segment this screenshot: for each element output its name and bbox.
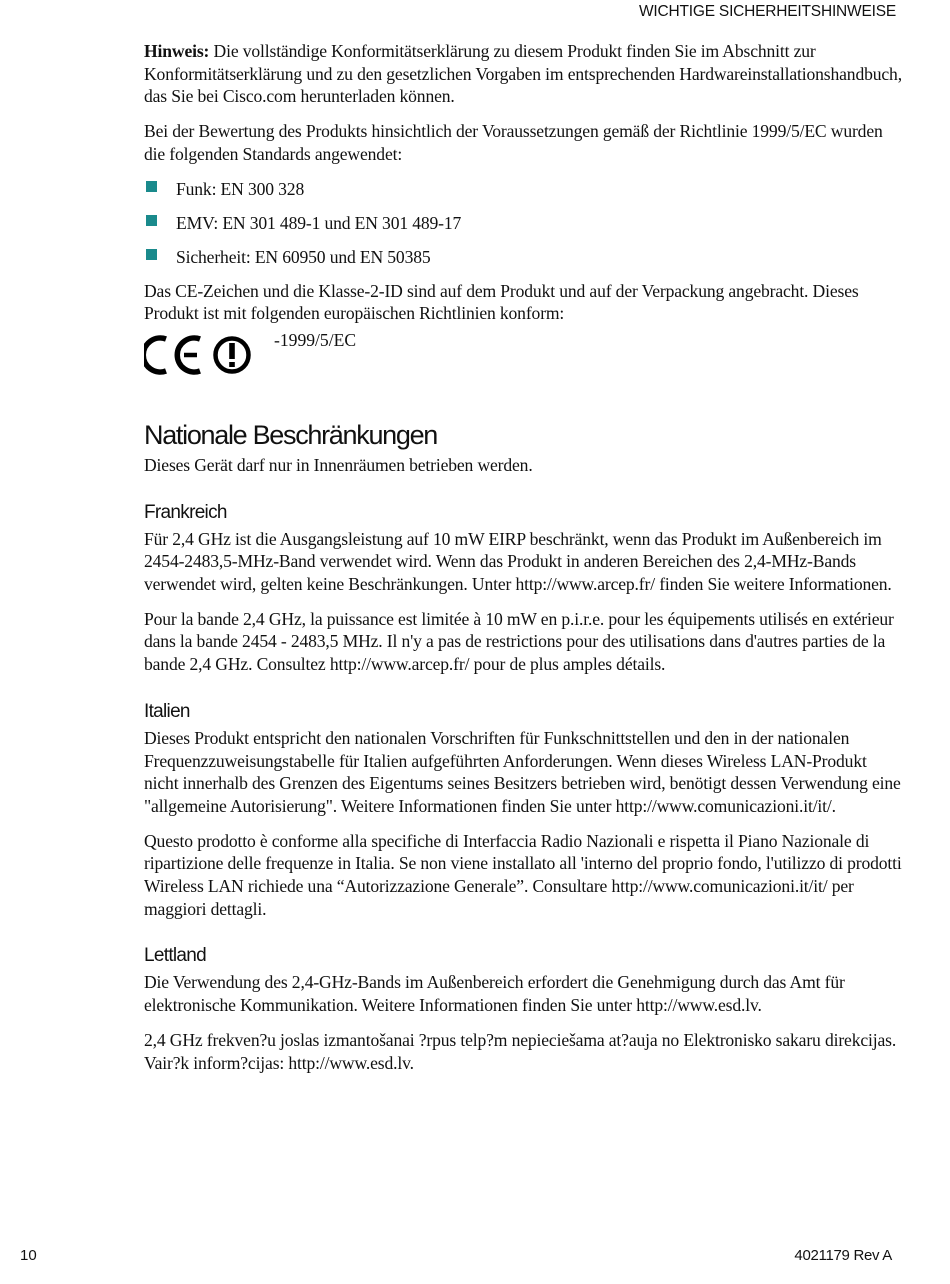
ce-paragraph: Das CE-Zeichen und die Klasse-2-ID sind auf dem Produkt und auf der Verpackung angebracht. Dieses Produkt ist mit folgenden europäischen Richtlinien konform:: [144, 280, 859, 324]
list-item-text: Sicherheit: EN 60950 und EN 50385: [176, 246, 431, 267]
section-heading-national: Nationale Beschränkungen: [144, 419, 438, 450]
page-content: [144, 40, 904, 1086]
latvia-paragraph-lv: 2,4 GHz frekven?u joslas izmantošanai ?rpus telp?m nepieciešama at?auja no Elektronisko sakaru direkcijas. Vair?k inform?cijas: http://www.esd.lv.: [144, 1029, 897, 1073]
bullet-square-icon: [146, 249, 157, 260]
standards-list: [144, 178, 904, 269]
note-text: Die vollständige Konformitätserklärung zu diesem Produkt finden Sie im Abschnitt zur Konformitätserklärung und zu den gesetzlichen Vorgaben im entsprechenden Hardwareinstallationshandbuch, das Sie bei Cisco.com herunterladen können.: [144, 41, 902, 107]
list-item: [144, 246, 904, 269]
running-header-title: WICHTIGE SICHERHEITSHINWEISE: [638, 3, 896, 20]
section-heading-italy: Italien: [144, 700, 190, 722]
ce-marking-row: [144, 329, 904, 377]
list-item-text: Funk: EN 300 328: [176, 178, 305, 199]
latvia-paragraph-de: Die Verwendung des 2,4-GHz-Bands im Außenbereich erfordert die Genehmigung durch das Amt für elektronische Kommunikation. Weitere Informationen finden Sie unter http://www.esd.lv.: [144, 972, 845, 1016]
ce-mark-icon: [144, 333, 256, 377]
france-paragraph-de: Für 2,4 GHz ist die Ausgangsleistung auf 10 mW EIRP beschränkt, wenn das Produkt im Außenbereich im 2454-2483,5-MHz-Band verwendet wird. Wenn das Produkt in anderen Bereichen des 2,4-MHz-Bands verwendet wird, gelten keine Beschränkungen. Unter http://www.arcep.fr/ finden Sie weitere Informationen.: [144, 528, 892, 595]
bullet-square-icon: [146, 181, 157, 192]
note-label: Hinweis:: [144, 41, 210, 61]
section-heading-france: Frankreich: [144, 501, 227, 523]
national-intro: Dieses Gerät darf nur in Innenräumen betrieben werden.: [144, 454, 533, 475]
directive-text: -1999/5/EC: [274, 329, 357, 350]
list-item: [144, 178, 904, 201]
bullet-square-icon: [146, 215, 157, 226]
document-id: 4021179 Rev A: [794, 1247, 892, 1264]
list-item-text: EMV: EN 301 489-1 und EN 301 489-17: [176, 212, 462, 233]
page-number: 10: [20, 1247, 37, 1264]
france-paragraph-fr: Pour la bande 2,4 GHz, la puissance est limitée à 10 mW en p.i.r.e. pour les équipements utilisés en extérieur dans la bande 2454 - 2483,5 MHz. Il n'y a pas de restrictions pour des utilisations dans d'autres parties de la bande 2,4 GHz. Consultez http://www.arcep.fr/ pour de plus amples détails.: [144, 608, 894, 675]
italy-paragraph-it: Questo prodotto è conforme alla specifiche di Interfaccia Radio Nazionali e rispetta il Piano Nazionale di ripartizione delle frequenze in Italia. Se non viene installato all 'interno del proprio fondo, l'utilizzo di prodotti Wireless LAN richiede una “Autorizzazione Generale”. Consultare http://www.comunicazioni.it/it/ per maggiori dettagli.: [144, 830, 902, 919]
italy-paragraph-de: Dieses Produkt entspricht den nationalen Vorschriften für Funkschnittstellen und den in der nationalen Frequenzzuweisungstabelle für Italien aufgeführten Anforderungen. Wenn dieses Wireless LAN-Produkt nicht innerhalb des Grenzen des Eigentums seines Besitzers betrieben wird, benötigt dessen Verwendung eine "allgemeine Autorisierung". Weitere Informationen finden Sie unter http://www.comunicazioni.it/it/.: [144, 727, 901, 816]
alert-circle-icon: [216, 338, 249, 371]
list-item: [144, 212, 904, 235]
section-heading-latvia: Lettland: [144, 945, 207, 967]
standards-intro: Bei der Bewertung des Produkts hinsichtlich der Voraussetzungen gemäß der Richtlinie 1999/5/EC wurden die folgenden Standards angewendet:: [144, 121, 883, 164]
note-paragraph: [144, 40, 904, 108]
